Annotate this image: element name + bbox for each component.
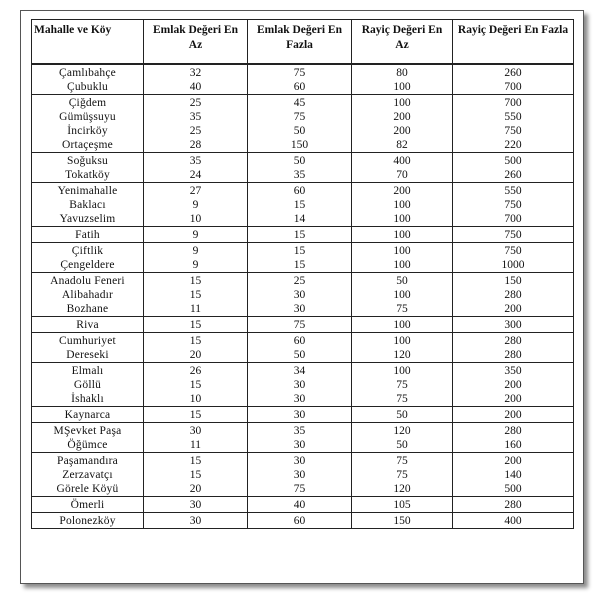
cell-property-min: 15 [144,468,248,482]
cell-neighborhood: Ömerli [32,497,144,513]
cell-property-max: 35 [248,168,352,183]
cell-property-max: 50 [248,124,352,138]
cell-market-max: 700 [453,80,574,95]
cell-market-min: 200 [352,124,453,138]
cell-market-max: 500 [453,153,574,169]
cell-market-max: 280 [453,423,574,439]
table-row [32,64,574,80]
cell-market-min: 105 [352,497,453,513]
cell-market-max: 280 [453,333,574,349]
cell-property-max: 75 [248,317,352,333]
cell-property-min: 35 [144,153,248,169]
cell-market-max: 200 [453,392,574,407]
header-property-min: Emlak Değeri En Az [144,20,248,65]
cell-property-min: 20 [144,482,248,497]
cell-property-min: 15 [144,317,248,333]
cell-market-min: 100 [352,363,453,379]
cell-property-max: 60 [248,80,352,95]
cell-market-max: 280 [453,348,574,363]
table-row [32,513,574,529]
cell-market-max: 350 [453,363,574,379]
cell-market-min: 100 [352,288,453,302]
cell-property-max: 30 [248,302,352,317]
cell-neighborhood: Riva [32,317,144,333]
cell-neighborhood: Alibahadır [32,288,144,302]
cell-property-min: 20 [144,348,248,363]
cell-property-max: 40 [248,497,352,513]
cell-market-min: 50 [352,273,453,289]
table-row [32,378,574,392]
table-row [32,348,574,363]
cell-property-min: 15 [144,333,248,349]
cell-property-max: 60 [248,513,352,529]
cell-property-max: 34 [248,363,352,379]
cell-market-min: 100 [352,243,453,259]
cell-property-max: 45 [248,95,352,111]
cell-market-min: 120 [352,482,453,497]
cell-market-min: 150 [352,513,453,529]
cell-property-min: 27 [144,183,248,199]
cell-property-min: 15 [144,288,248,302]
cell-market-max: 260 [453,168,574,183]
table-row [32,153,574,169]
cell-property-max: 30 [248,407,352,423]
cell-property-min: 15 [144,453,248,469]
cell-property-max: 150 [248,138,352,153]
cell-property-min: 11 [144,438,248,453]
cell-property-max: 30 [248,438,352,453]
cell-market-min: 400 [352,153,453,169]
cell-property-max: 50 [248,348,352,363]
cell-property-min: 10 [144,392,248,407]
cell-neighborhood: Yavuzselim [32,212,144,227]
cell-market-min: 200 [352,183,453,199]
table-row [32,95,574,111]
cell-property-max: 30 [248,453,352,469]
cell-property-max: 15 [248,243,352,259]
cell-market-min: 80 [352,64,453,80]
cell-market-min: 50 [352,407,453,423]
cell-property-min: 30 [144,513,248,529]
cell-property-max: 30 [248,392,352,407]
cell-neighborhood: Anadolu Feneri [32,273,144,289]
table-row [32,273,574,289]
cell-property-min: 26 [144,363,248,379]
cell-market-max: 280 [453,288,574,302]
cell-property-min: 32 [144,64,248,80]
cell-market-min: 75 [352,468,453,482]
cell-market-max: 200 [453,407,574,423]
cell-neighborhood: Kaynarca [32,407,144,423]
table-row [32,363,574,379]
cell-property-min: 10 [144,212,248,227]
table-row [32,138,574,153]
cell-property-min: 28 [144,138,248,153]
cell-property-min: 15 [144,407,248,423]
table-row [32,243,574,259]
cell-neighborhood: Ortaçeşme [32,138,144,153]
cell-market-max: 400 [453,513,574,529]
cell-neighborhood: Fatih [32,227,144,243]
table-row [32,212,574,227]
cell-market-min: 100 [352,95,453,111]
cell-neighborhood: Elmalı [32,363,144,379]
cell-market-max: 200 [453,378,574,392]
table-row [32,198,574,212]
cell-neighborhood: Görele Köyü [32,482,144,497]
property-value-table [31,19,574,529]
cell-market-max: 1000 [453,258,574,273]
cell-market-max: 200 [453,453,574,469]
table-row [32,258,574,273]
cell-market-max: 750 [453,124,574,138]
cell-property-min: 35 [144,110,248,124]
table-row [32,168,574,183]
cell-market-max: 550 [453,183,574,199]
table-row [32,453,574,469]
cell-market-min: 100 [352,80,453,95]
table-row [32,183,574,199]
cell-property-min: 25 [144,95,248,111]
cell-neighborhood: Tokatköy [32,168,144,183]
cell-neighborhood: Çengeldere [32,258,144,273]
cell-property-max: 75 [248,482,352,497]
cell-market-max: 260 [453,64,574,80]
cell-market-max: 500 [453,482,574,497]
cell-neighborhood: Çiftlik [32,243,144,259]
table-row [32,80,574,95]
table-row [32,227,574,243]
cell-neighborhood: Yenimahalle [32,183,144,199]
header-neighborhood: Mahalle ve Köy [32,20,144,65]
cell-property-max: 75 [248,110,352,124]
table-row [32,288,574,302]
table-row [32,302,574,317]
cell-property-max: 15 [248,198,352,212]
cell-property-max: 15 [248,258,352,273]
cell-neighborhood: Paşamandıra [32,453,144,469]
cell-market-max: 750 [453,198,574,212]
cell-property-max: 50 [248,153,352,169]
cell-property-min: 15 [144,273,248,289]
cell-market-max: 750 [453,243,574,259]
header-row [32,20,574,65]
cell-market-max: 700 [453,212,574,227]
cell-market-min: 75 [352,392,453,407]
table-row [32,438,574,453]
cell-property-min: 24 [144,168,248,183]
cell-market-min: 100 [352,333,453,349]
table-frame [20,10,584,584]
cell-property-max: 30 [248,288,352,302]
table-row [32,110,574,124]
cell-neighborhood: MŞevket Paşa [32,423,144,439]
cell-market-min: 75 [352,378,453,392]
cell-property-min: 40 [144,80,248,95]
header-property-max: Emlak Değeri En Fazla [248,20,352,65]
header-market-min: Rayiç Değeri En Az [352,20,453,65]
cell-market-min: 75 [352,302,453,317]
cell-market-min: 120 [352,423,453,439]
table-row [32,468,574,482]
cell-property-max: 60 [248,183,352,199]
cell-neighborhood: İncirköy [32,124,144,138]
cell-market-max: 220 [453,138,574,153]
table-row [32,407,574,423]
cell-market-min: 120 [352,348,453,363]
cell-market-min: 82 [352,138,453,153]
cell-market-max: 140 [453,468,574,482]
table-body [32,64,574,529]
cell-market-min: 100 [352,258,453,273]
cell-property-max: 14 [248,212,352,227]
table-row [32,497,574,513]
cell-neighborhood: Soğuksu [32,153,144,169]
table-row [32,392,574,407]
cell-market-max: 700 [453,95,574,111]
cell-market-min: 100 [352,227,453,243]
cell-property-min: 30 [144,423,248,439]
cell-property-min: 15 [144,378,248,392]
cell-property-max: 30 [248,468,352,482]
cell-property-max: 75 [248,64,352,80]
cell-neighborhood: Öğümce [32,438,144,453]
cell-property-min: 30 [144,497,248,513]
table-row [32,423,574,439]
cell-neighborhood: Bozhane [32,302,144,317]
cell-market-min: 70 [352,168,453,183]
cell-neighborhood: Polonezköy [32,513,144,529]
cell-property-min: 9 [144,258,248,273]
cell-property-min: 9 [144,227,248,243]
cell-market-min: 100 [352,212,453,227]
cell-neighborhood: Çiğdem [32,95,144,111]
cell-market-max: 150 [453,273,574,289]
table-row [32,317,574,333]
cell-property-min: 9 [144,198,248,212]
cell-property-min: 9 [144,243,248,259]
cell-property-max: 15 [248,227,352,243]
cell-market-max: 550 [453,110,574,124]
table-row [32,333,574,349]
cell-market-max: 750 [453,227,574,243]
cell-market-max: 160 [453,438,574,453]
table-row [32,482,574,497]
cell-property-max: 30 [248,378,352,392]
cell-market-min: 100 [352,198,453,212]
cell-property-max: 60 [248,333,352,349]
cell-property-min: 11 [144,302,248,317]
cell-property-max: 35 [248,423,352,439]
cell-market-min: 50 [352,438,453,453]
cell-neighborhood: İshaklı [32,392,144,407]
cell-neighborhood: Çamlıbahçe [32,64,144,80]
cell-market-min: 100 [352,317,453,333]
cell-neighborhood: Gümüşsuyu [32,110,144,124]
cell-neighborhood: Çubuklu [32,80,144,95]
cell-neighborhood: Cumhuriyet [32,333,144,349]
cell-property-min: 25 [144,124,248,138]
cell-neighborhood: Baklacı [32,198,144,212]
cell-market-min: 75 [352,453,453,469]
cell-neighborhood: Zerzavatçı [32,468,144,482]
cell-market-max: 280 [453,497,574,513]
cell-market-min: 200 [352,110,453,124]
header-market-max: Rayiç Değeri En Fazla [453,20,574,65]
cell-market-max: 200 [453,302,574,317]
cell-neighborhood: Dereseki [32,348,144,363]
table-row [32,124,574,138]
cell-market-max: 300 [453,317,574,333]
cell-neighborhood: Göllü [32,378,144,392]
cell-property-max: 25 [248,273,352,289]
